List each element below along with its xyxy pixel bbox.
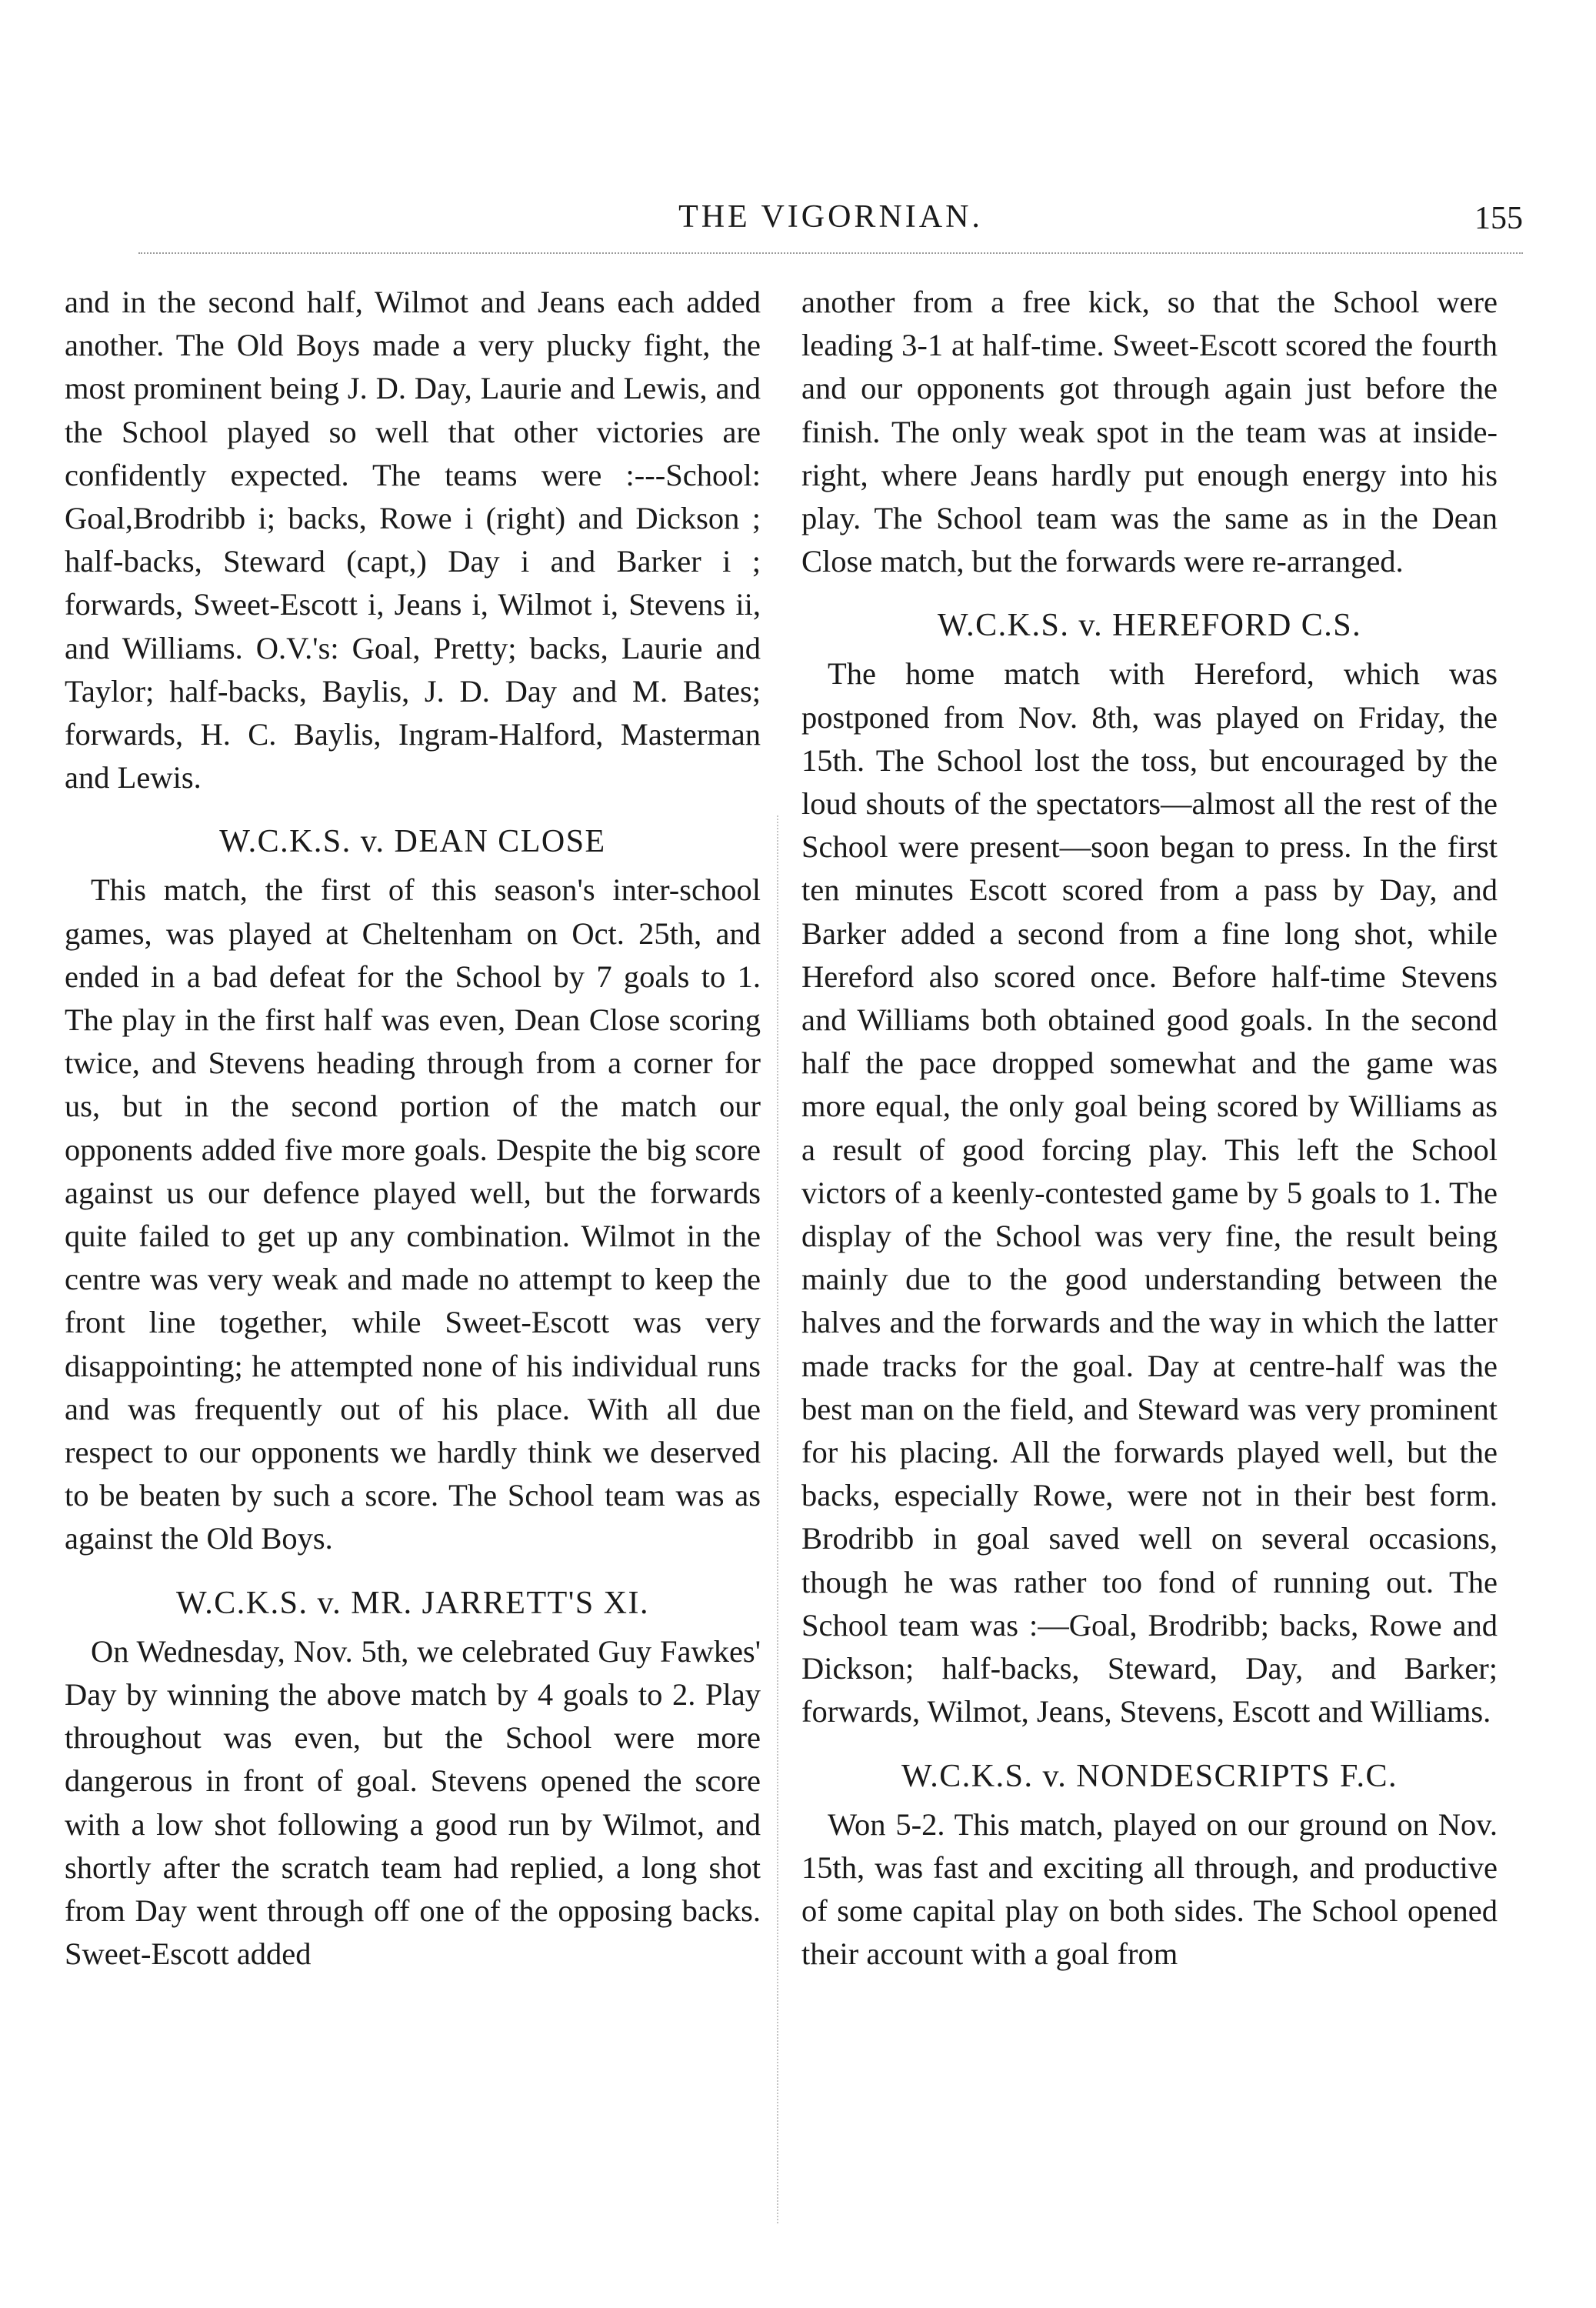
paragraph-jarretts-xi-continued: another from a free kick, so that the School were leading 3-1 at half-time. Sweet-Escott scored the fourth and our opponents got through again just before the finish. The only weak spot in the team was at inside-right, where Jeans hardly put enough energy into his play. The School team was the same as in the Dean Close match, but the forwards were re-arranged. (801, 285, 1498, 579)
page-number: 155 (1474, 201, 1523, 236)
page-header (138, 198, 1523, 245)
paragraph-jarretts-xi: On Wednesday, Nov. 5th, we celebrated Guy Fawkes' Day by winning the above match by 4 goals to 2. Play throughout was even, but the School were more dangerous in front of goal. Stevens opened the score with a low shot following a good run by Wilmot, and shortly after the scratch team had replied, a long shot from Day went through off one of the opposing backs. Sweet-Escott added (65, 1633, 761, 1972)
paragraph-nondescripts: Won 5-2. This match, played on our ground on Nov. 15th, was fast and exciting all through, and productive of some capital play on both sides. The School opened their account with a goal from (801, 1806, 1498, 1972)
heading-jarretts-xi: W.C.K.S. v. MR. JARRETT'S XI. (175, 1585, 650, 1621)
heading-dean-close: W.C.K.S. v. DEAN CLOSE (219, 824, 606, 860)
heading-nondescripts: W.C.K.S. v. NONDESCRIPTS F.C. (901, 1758, 1398, 1794)
paragraph-old-boys-continued: and in the second half, Wilmot and Jeans each added another. The Old Boys made a very plucky fight, the most prominent being J. D. Day, Laurie and Lewis, and the School played so well that other victories are confidently expected. The teams were :---School: Goal,Brodribb i; backs, Rowe i (right) and Dickson ; half-backs, Steward (capt,) Day i and Barker i ; forwards, Sweet-Escott i, Jeans i, Wilmot i, Stevens ii, and Williams. O.V.'s: Goal, Pretty; backs, Laurie and Taylor; half-backs, Baylis, J. D. Day and M. Bates; forwards, H. C. Baylis, Ingram-Halford, Masterman and Lewis. (65, 285, 761, 795)
right-column (801, 281, 1498, 1976)
header-rule (138, 252, 1523, 254)
heading-hereford: W.C.K.S. v. HEREFORD C.S. (937, 608, 1362, 644)
running-title: THE VIGORNIAN. (678, 199, 983, 235)
column-divider (777, 815, 778, 2223)
left-column (65, 281, 761, 1976)
paragraph-dean-close: This match, the first of this season's inter-school games, was played at Cheltenham on Oct. 25th, and ended in a bad defeat for the School by 7 goals to 1. The play in the first half was even, Dean Close scoring twice, and Stevens heading through from a corner for us, but in the second portion of the match our opponents added five more goals. Despite the big score against us our defence played well, but the forwards quite failed to get up any combination. Wilmot in the centre was very weak and made no attempt to keep the front line together, while Sweet-Escott was very disappointing; he attempted none of his individual runs and was frequently out of his place. With all due respect to our opponents we hardly think we deserved to be beaten by such a score. The School team was as against the Old Boys. (65, 872, 761, 1556)
paragraph-hereford: The home match with Hereford, which was postponed from Nov. 8th, was played on Friday, the 15th. The School lost the toss, but encouraged by the loud shouts of the spectators—almost all the rest of the School were present—soon began to press. In the first ten minutes Escott scored from a pass by Day, and Barker added a second from a fine long shot, while Hereford also scored once. Before half-time Stevens and Williams both obtained good goals. In the second half the pace dropped somewhat and the game was more equal, the only goal being scored by Williams as a result of good forcing play. This left the School victors of a keenly-contested game by 5 goals to 1. The display of the School was very fine, the result being mainly due to the good understanding between the halves and the forwards and the way in which the latter made tracks for the goal. Day at centre-half was the best man on the field, and Steward was very prominent for his placing. All the forwards played well, but the backs, especially Rowe, were not in their best form. Brodribb in goal saved well on several occasions, though he was rather too fond of running out. The School team was :—Goal, Brodribb; backs, Rowe and Dickson; half-backs, Steward, Day, and Barker; forwards, Wilmot, Jeans, Stevens, Escott and Williams. (801, 656, 1498, 1729)
